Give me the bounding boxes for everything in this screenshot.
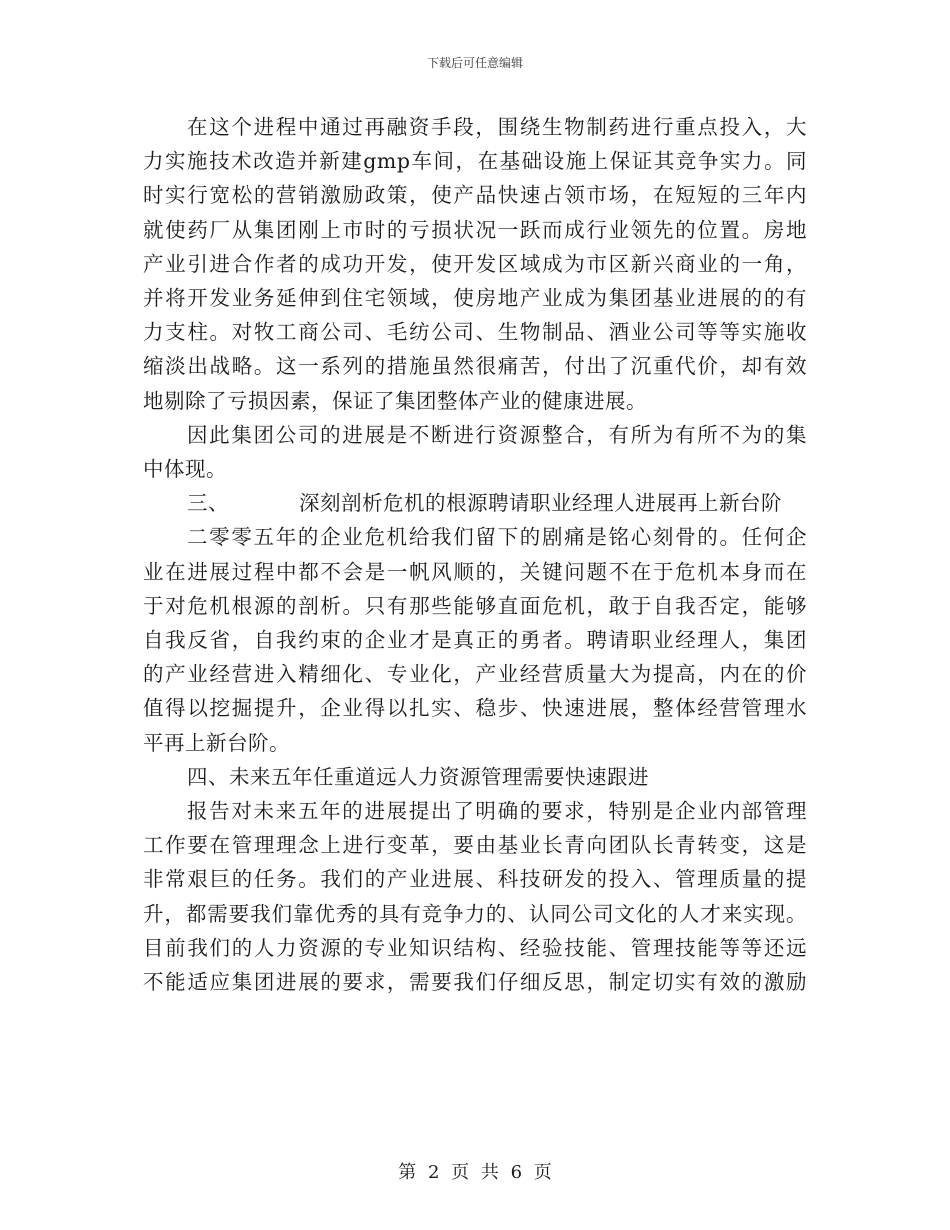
paragraph-line: 平再上新台阶。 [143,730,290,755]
section-number: 三、 [187,491,229,516]
paragraph-line: 中体现。 [143,457,227,482]
paragraph-line: 于对危机根源的剖析。只有那些能够直面危机，敢于自我否定，能够 [143,593,807,618]
paragraph-line: 因此集团公司的进展是不断进行资源整合，有所为有所不为的集 [187,422,807,447]
page-header: 下载后可任意编辑 [426,56,523,70]
paragraph-line: 值得以挖掘提升，企业得以扎实、稳步、快速进展，整体经营管理水 [143,696,807,721]
paragraph-line: 升，都需要我们靠优秀的具有竞争力的、认同公司文化的人才来实现。 [143,901,807,926]
paragraph-line: 二零零五年的企业危机给我们留下的剧痛是铭心刻骨的。任何企 [187,525,807,550]
paragraph-line: 产业引进合作者的成功开发，使开发区域成为市区新兴商业的一角， [143,251,807,276]
paragraph-line: 报告对未来五年的进展提出了明确的要求，特别是企业内部管理 [187,799,807,824]
paragraph-line: 在这个进程中通过再融资手段，围绕生物制药进行重点投入，大 [187,115,807,139]
paragraph-line: 自我反省，自我约束的企业才是真正的勇者。聘请职业经理人，集团 [143,628,807,653]
paragraph-line: 业在进展过程中都不会是一帆风顺的，关键问题不在于危机本身而在 [143,559,807,584]
paragraph-line: 地剔除了亏损因素，保证了集团整体产业的健康进展。 [143,388,647,413]
section-title: 深刻剖析危机的根源聘请职业经理人进展再上新台阶 [299,491,782,516]
section-heading-3 [143,486,807,520]
paragraph-line: 就使药厂从集团刚上市时的亏损状况一跃而成行业领先的位置。房地 [143,217,807,242]
paragraph-line: 工作要在管理理念上进行变革，要由基业长青向团队长青转变，这是 [143,833,807,858]
paragraph-line: 非常艰巨的任务。我们的产业进展、科技研发的投入、管理质量的提 [143,867,807,892]
paragraph-line: 并将开发业务延伸到住宅领域，使房地产业成为集团基业进展的的有 [143,286,807,311]
section-heading-4: 四、未来五年任重道远人力资源管理需要快速跟进 [187,764,649,789]
paragraph-line: 目前我们的人力资源的专业知识结构、经验技能、管理技能等等还远 [143,935,807,960]
page-footer: 第 2 页 共 6 页 [398,1162,552,1183]
paragraph-line: 力支柱。对牧工商公司、毛纺公司、生物制品、酒业公司等等实施收 [143,320,807,345]
paragraph-line: 时实行宽松的营销激励政策，使产品快速占领市场，在短短的三年内 [143,183,807,208]
document-body [143,110,807,999]
paragraph-line: 力实施技术改造并新建gmp车间，在基础设施上保证其竞争实力。同 [143,149,807,174]
paragraph-line: 不能适应集团进展的要求，需要我们仔细反思，制定切实有效的激励 [143,970,807,995]
paragraph-line: 缩淡出战略。这一系列的措施虽然很痛苦，付出了沉重代价，却有效 [143,354,807,379]
paragraph-line: 的产业经营进入精细化、专业化，产业经营质量大为提高，内在的价 [143,662,807,687]
